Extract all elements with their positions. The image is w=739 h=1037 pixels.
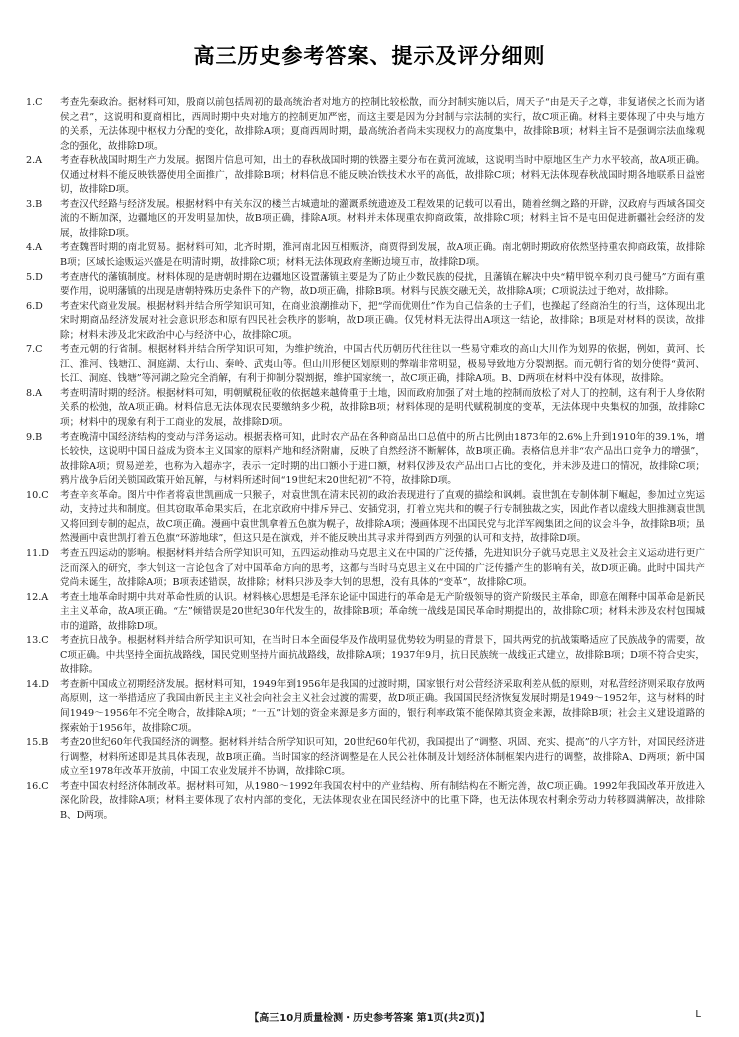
answer-number [26,271,60,300]
answer-key: A [41,591,49,603]
answer-explanation: 考查唐代的藩镇制度。材料体现的是唐朝时期在边疆地区设置藩镇主要是为了防止少数民族的侵扰，且藩镇在解决中央“精甲锐卒利刃良弓健马”方面有重要作用，说明藩镇的出现是唐朝特殊历史条件下的产物，故D项正确，排除B项。材料与民族交融无关，故排除A项；C项说法过于绝对，故排除。 [60,271,705,298]
answer-number [26,780,60,824]
answer-item [26,634,705,678]
answer-item [26,343,705,387]
question-number: 4. [26,242,36,254]
answer-number [26,154,60,198]
answer-explanation: 考查元朝的行省制。根据材料并结合所学知识可知，为维护统治，中国古代历朝历代往往以一些易守难攻的高山大川作为划界的依据，例如，黄河、长江、淮河、钱塘江、洞庭湖、太行山、秦岭、武夷山等。但山川形便区划原则的弊端非常明显，极易导致地方分裂割据。而元朝行省的划分使得“黄河、长江、洞庭、钱塘”等河湖之险完全消解，有利于抑制分裂割据，维护国家统一，故C项正确，排除A项。B、D两项在材料中没有体现，故排除。 [60,344,705,385]
answer-key: A [35,155,43,167]
footer-text: 【高三10月质量检测・历史参考答案 第1页(共2页)】 [249,1013,490,1024]
answer-item [26,736,705,780]
answer-explanation: 考查明清时期的经济。根据材料可知，明朝赋税征收的依据越来越倚重于土地，因而政府加强了对土地的控制而放松了对人丁的控制，这有利于人身依附关系的松弛，故A项正确。材料信息无法体现农民要缴纳多少税，故排除B项；材料体现的是明代赋税制度的变革，无法体现中央集权的加强，故排除C项；材料中的现象有利于工商业的发展，故排除D项。 [60,387,705,429]
answer-explanation: 考查土地革命时期中共对革命性质的认识。材料核心思想是毛泽东论证中国进行的革命是无产阶级领导的资产阶级民主革命，即意在阐释中国革命是新民主主义革命，故A项正确。“左”倾错误是20世纪30年代发生的，故排除B项；革命统一战线是国民革命时期提出的，故排除C项；材料未涉及农村包围城市的道路，故排除D项。 [60,591,705,632]
page-footer [0,1009,739,1025]
answer-explanation: 考查先秦政治。据材料可知，殷商以前包括周初的最高统治者对地方的控制比较松散，而分封制实施以后，周天子“由是天子之尊，非复诸侯之长而为诸侯之君”，这说明和夏商相比，西周时期中央对地方的控制更加严密，而这主要是因为分封制与宗法制的实行，故C项正确。材料主要体现了中央与地方的关系，无法体现中枢权力分配的变化，故排除A项；夏商西周时期，最高统治者尚未实现权力的高度集中，故排除B项；材料主旨不是强调宗法血缘观念的强化，故排除D项。 [60,97,705,152]
answer-item [26,198,705,242]
answer-explanation: 考查新中国成立初期经济发展。据材料可知，1949年到1956年是我国的过渡时期，国家银行对公营经济采取利差从低的原则，对私营经济则采取存放两高原则，这一举措适应了我国由新民主主义社会向社会主义社会过渡的需要，故D项正确。我国国民经济恢复发展时期是1949～1952年，这与材料的时间1949～1956年不完全吻合，故排除A项；“一五”计划的资金来源是多方面的，银行利率政策不能保障其资金来源，故排除B项；社会主义建设道路的探索始于1956年，故排除C项。 [60,678,705,734]
answer-item [26,547,705,591]
answer-number [26,343,60,387]
answer-item [26,96,705,154]
answer-number [26,489,60,547]
answer-number [26,241,60,270]
answer-key: C [35,344,43,356]
answer-key: D [35,300,43,312]
answer-list [26,96,705,823]
question-number: 6. [26,300,36,312]
answer-item [26,271,705,300]
question-number: 1. [26,97,36,108]
answer-explanation: 考查魏晋时期的南北贸易。据材料可知，北齐时期，淮河南北因互相贩济，商贾得到发展，故A项正确。南北朝时期政府依然坚持重农抑商政策，故排除B项；区域长途贩运兴盛是在明清时期，故排除C项；材料无法体现政府垄断边境互市，故排除D项。 [60,242,705,269]
answer-item [26,300,705,344]
answer-key: D [41,678,49,690]
answer-key: A [35,387,43,399]
answer-key: D [35,271,43,283]
question-number: 10. [26,489,42,501]
question-number: 9. [26,431,36,443]
answer-number [26,96,60,154]
answer-item [26,154,705,198]
question-number: 7. [26,344,36,356]
answer-explanation: 考查汉代经路与经济发展。根据材料中有关东汉的楼兰古城遗址的灌溉系统遗迹及工程效果的记载可以看出，随着丝绸之路的开辟，汉政府与西域各国交流的不断加深，边疆地区的开发明显加快，故B项正确，排除A项。材料并未体现重农抑商政策，故排除C项；材料主旨不是屯田促进新疆社会经济的发展，故排除D项。 [60,198,705,239]
answer-key: A [35,242,43,254]
answer-key: C [41,489,49,501]
answer-explanation: 考查晚清中国经济结构的变动与洋务运动。根据表格可知，此时农产品在各种商品出口总值中的所占比例由1873年的2.6%上升到1910年的39.1%，增长较快，这说明中国日益成为资本主义国家的原料产地和经济附庸，反映了自然经济不断解体，故B项正确。表格信息并非“农产品出口竞争力的增强”，故排除A项；贸易逆差，也称为入超赤字，表示一定时期的出口额小于进口额，材料仅涉及农产品出口占比的变化，并未涉及进口的情况，故排除C项；鸦片战争后闭关锁国政策开始瓦解，与材料所述时间“19世纪末20世纪初”不符，故排除D项。 [60,431,705,487]
answer-item [26,780,705,824]
answer-number [26,591,60,635]
answer-key: C [41,635,49,647]
question-number: 15. [26,737,42,749]
answer-item [26,489,705,547]
answer-key: D [41,547,49,559]
question-number: 14. [26,678,42,690]
answer-number [26,198,60,242]
answer-explanation: 考查中国农村经济体制改革。据材料可知，从1980～1992年我国农村中的产业结构、所有制结构在不断完善，故C项正确。1992年我国改革开放进入深化阶段，故排除A项；材料主要体现了农村内部的变化，无法体现农业在国民经济中的比重下降，也无法体现农村剩余劳动力转移圆满解决，故排除B、D两项。 [60,780,705,821]
answer-number [26,547,60,591]
answer-key: B [35,431,43,443]
question-number: 11. [26,547,42,559]
answer-number [26,634,60,678]
answer-key: B [35,198,43,210]
page-title: 高三历史参考答案、提示及评分细则 [193,44,546,68]
answer-number [26,678,60,736]
answer-item [26,387,705,431]
answer-explanation: 考查辛亥革命。图片中作者将袁世凯画成一只猴子，对袁世凯在清末民初的政治表现进行了直观的描绘和讽刺。袁世凯在专制体制下崛起，参加过立宪运动，支持过共和制度。但其窃取革命果实后，在北京政府中排斥异己、安插党羽，打着立宪共和的幌子行专制独裁之实，因此作者以虚线大胆推测袁世凯又将回到专制的起点，故C项正确。漫画中袁世凯拿着五色旗为幌子，故排除A项；漫画体现不出国民党与北洋军阀集团之间的议会斗争，故排除B项；虽然漫画中袁世凯打着五色旗“环游地球”，但这只是在演戏，并不能反映出其寻求并得到西方列强的认可和支持，故排除D项。 [60,489,705,545]
answer-number [26,431,60,489]
answer-item [26,678,705,736]
answer-key: C [41,780,49,792]
answer-item [26,591,705,635]
question-number: 12. [26,591,42,603]
answer-number [26,736,60,780]
question-number: 13. [26,635,42,647]
answer-item [26,241,705,270]
answer-explanation: 考查春秋战国时期生产力发展。据图片信息可知，出土的春秋战国时期的铁器主要分布在黄河流域，这说明当时中原地区生产力水平较高，故A项正确。仅通过材料不能反映铁器使用全面推广，故排除B项；材料信息不能反映冶铁技术水平的高低，故排除C项；材料无法体现春秋战国时期各地联系日益密切，故排除D项。 [60,155,705,196]
answer-explanation: 考查五四运动的影响。根据材料并结合所学知识可知，五四运动推动马克思主义在中国的广泛传播，先进知识分子就马克思主义及社会主义运动进行更广泛而深入的研究，李大钊这一言论包含了对中国革命方向的思考，这都与当时马克思主义在中国的广泛传播产生的影响有关，故D项正确。此时中国共产党尚未诞生，故排除A项；B项表述错误，故排除；材料只涉及李大钊的思想，没有具体的“变革”，故排除C项。 [60,547,705,589]
question-number: 16. [26,780,42,792]
answer-explanation: 考查抗日战争。根据材料并结合所学知识可知，在当时日本全面侵华及作战明显优势较为明显的背景下，国共两党的抗战策略适应了民族战争的需要，故C项正确。中共坚持全面抗战路线，国民党则坚持片面抗战路线，故排除A项；1937年9月，抗日民族统一战线正式建立，故排除B项；D项不符合史实，故排除。 [60,635,705,676]
answer-item [26,431,705,489]
answer-key: B [41,737,49,749]
answer-key: C [35,97,43,108]
question-number: 5. [26,271,36,283]
question-number: 2. [26,155,36,167]
answer-number [26,387,60,431]
question-number: 8. [26,387,36,399]
question-number: 3. [26,198,36,210]
answer-number [26,300,60,344]
answer-explanation: 考查20世纪60年代我国经济的调整。据材料并结合所学知识可知，20世纪60年代初，我国提出了“调整、巩固、充实、提高”的八字方针，对国民经济进行调整，材料所述即是其具体表现，故B项正确。当时国家的经济调整是在人民公社体制及计划经济体制框架内进行的调整，故排除A、D两项；新中国成立至1978年改革开放前，中国工农业发展并不协调，故排除C项。 [60,737,705,778]
footer-corner-mark: L [695,1009,701,1020]
answer-explanation: 考查宋代商业发展。根据材料并结合所学知识可知，在商业浪潮推动下，把“学而优则仕”作为自己信条的士子们，也操起了经商治生的行当，这体现出北宋时期商品经济发展对社会意识形态和原有四民社会秩序的影响，故D项正确。仅凭材料无法得出A项这一结论，故排除；B项是对材料的误读，故排除；材料未涉及北宋政治中心与经济中心，故排除C项。 [60,300,705,341]
